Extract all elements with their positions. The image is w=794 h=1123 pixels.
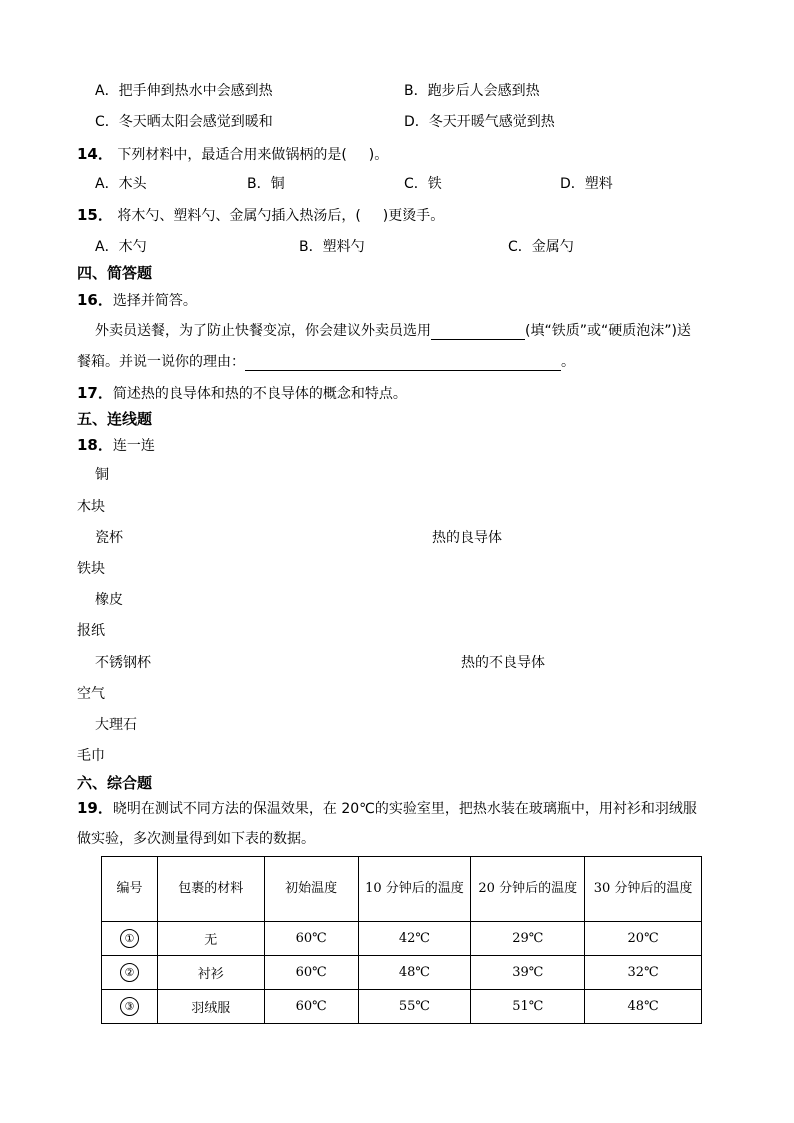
q14-stem [77, 145, 388, 164]
q16-line1-before: 外卖员送餐，为了防止快餐变凉，你会建议外卖员选用 [95, 323, 431, 339]
q15-stem-before: 将木勺、塑料勺、金属勺插入热汤后，( [117, 208, 361, 224]
temp-cell: 60℃ [264, 956, 358, 990]
q14-stem-after: )。 [368, 147, 389, 163]
q13-option-a: A．把手伸到热水中会感到热 [95, 83, 273, 99]
q14-number: 14． [77, 145, 113, 163]
table-header: 初始温度 [264, 857, 358, 922]
row-number: ② [120, 963, 139, 982]
table-row [102, 956, 702, 990]
section-heading-comprehensive: 六、综合题 [77, 774, 153, 792]
match-target-poor-conductor[interactable]: 热的不良导体 [461, 655, 545, 671]
match-item-newspaper[interactable]: 报纸 [77, 623, 105, 639]
q16-line2-after: 。 [561, 354, 575, 370]
q13-option-c: C．冬天晒太阳会感觉到暖和 [95, 114, 273, 130]
table-row [102, 990, 702, 1024]
q14-option-b: B．铜 [247, 176, 285, 192]
q15-stem-after: )更烫手。 [382, 208, 445, 224]
table-header: 30 分钟后的温度 [585, 857, 702, 922]
q19-number: 19． [77, 799, 113, 817]
q16-title-text: 选择并简答。 [112, 293, 197, 309]
match-item-air[interactable]: 空气 [77, 686, 105, 702]
material-cell: 衬衫 [157, 956, 264, 990]
q16-answer-blank-reason[interactable] [245, 356, 561, 371]
q16-number: 16． [77, 291, 113, 309]
section-heading-short-answer: 四、简答题 [77, 264, 153, 282]
q15-option-c: C．金属勺 [508, 239, 574, 255]
q17-text: 简述热的良导体和热的不良导体的概念和特点。 [112, 386, 407, 402]
row-id-cell [102, 956, 158, 990]
temp-cell: 42℃ [358, 922, 471, 956]
table-header: 10 分钟后的温度 [358, 857, 471, 922]
q19-text-line1: 晓明在测试不同方法的保温效果，在 20℃的实验室里，把热水装在玻璃瓶中，用衬衫和羽绒服 [112, 801, 697, 817]
q14-option-c: C．铁 [404, 176, 442, 192]
q16-line2-before: 餐箱。并说一说你的理由： [77, 354, 245, 370]
q18-title-text: 连一连 [112, 438, 155, 454]
q16-line1-after: (填“铁质”或“硬质泡沫”)送 [525, 323, 691, 339]
temp-cell: 39℃ [471, 956, 585, 990]
temp-cell: 60℃ [264, 990, 358, 1024]
q19-line2: 做实验，多次测量得到如下表的数据。 [77, 831, 315, 847]
temp-cell: 20℃ [585, 922, 702, 956]
q13-option-b: B．跑步后人会感到热 [404, 83, 540, 99]
match-item-copper[interactable]: 铜 [95, 467, 109, 483]
material-cell: 羽绒服 [157, 990, 264, 1024]
row-id-cell [102, 990, 158, 1024]
q18-title [77, 436, 155, 455]
table-header: 20 分钟后的温度 [471, 857, 585, 922]
section-heading-matching: 五、连线题 [77, 410, 153, 428]
match-item-porcelain-cup[interactable]: 瓷杯 [95, 530, 123, 546]
material-cell: 无 [157, 922, 264, 956]
temp-cell: 48℃ [585, 990, 702, 1024]
match-item-wood-block[interactable]: 木块 [77, 499, 105, 515]
table-header: 包裹的材料 [157, 857, 264, 922]
q16-line2 [77, 353, 575, 371]
q14-option-d: D．塑料 [560, 176, 613, 192]
match-item-marble[interactable]: 大理石 [95, 717, 137, 733]
q16-title [77, 291, 197, 310]
match-item-towel[interactable]: 毛巾 [77, 748, 105, 764]
q17 [77, 384, 407, 403]
match-item-rubber[interactable]: 橡皮 [95, 592, 123, 608]
match-item-iron-block[interactable]: 铁块 [77, 561, 105, 577]
q15-option-a: A．木勺 [95, 239, 147, 255]
q15-number: 15． [77, 206, 113, 224]
q19-line1 [77, 799, 697, 818]
q17-number: 17． [77, 384, 113, 402]
temp-cell: 51℃ [471, 990, 585, 1024]
match-item-steel-cup[interactable]: 不锈钢杯 [95, 655, 151, 671]
q14-option-a: A．木头 [95, 176, 147, 192]
row-id-cell [102, 922, 158, 956]
temp-cell: 55℃ [358, 990, 471, 1024]
temp-cell: 29℃ [471, 922, 585, 956]
q13-option-d: D．冬天开暖气感觉到热 [404, 114, 555, 130]
row-number: ③ [120, 997, 139, 1016]
temp-cell: 48℃ [358, 956, 471, 990]
match-target-good-conductor[interactable]: 热的良导体 [432, 530, 502, 546]
q15-stem [77, 206, 444, 225]
row-number: ① [120, 929, 139, 948]
q18-number: 18． [77, 436, 113, 454]
table-header-row [102, 857, 702, 922]
q14-stem-before: 下列材料中，最适合用来做锅柄的是( [117, 147, 347, 163]
q16-line1 [95, 322, 691, 340]
q15-option-b: B．塑料勺 [299, 239, 365, 255]
table-header: 编号 [102, 857, 158, 922]
temperature-table [101, 856, 702, 1024]
temp-cell: 32℃ [585, 956, 702, 990]
q16-answer-blank-material[interactable] [431, 325, 525, 340]
table-row [102, 922, 702, 956]
temp-cell: 60℃ [264, 922, 358, 956]
